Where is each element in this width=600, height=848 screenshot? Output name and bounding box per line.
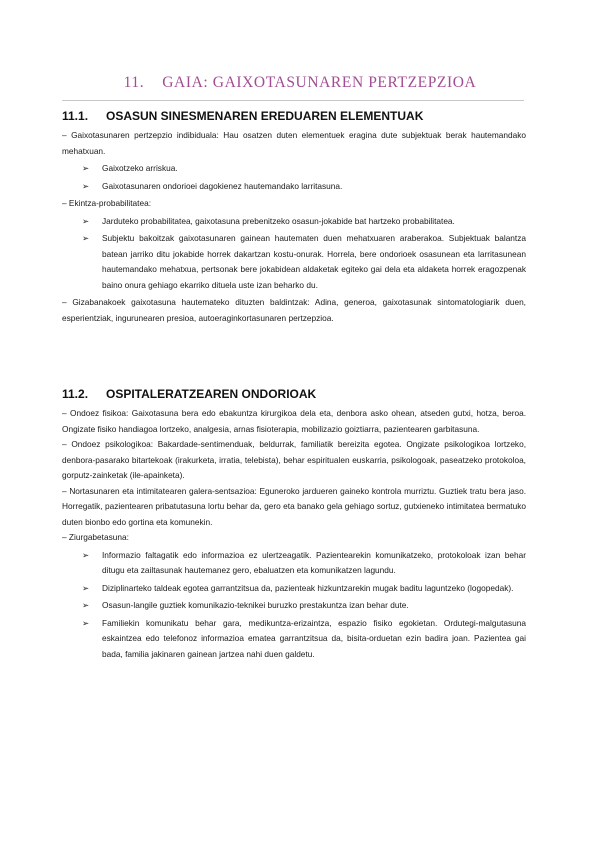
list-item: [62, 548, 526, 579]
paragraph: – Gizabanakoek gaixotasuna hautemateko dituzten baldintzak: Adina, generoa, gaixotasunak sintomatologiarik duen, esperientziak, ingurunearen presioa, autoeraginkortasunaren pertzepzioa.: [62, 297, 526, 323]
list-item-text: Subjektu bakoitzak gaixotasunaren gainean hautematen duen mehatxuaren araberakoa. Subjektuak balantza batean jarriko ditu jokabide horrek dakartzan kostu-onurak. Horrela, bere ondorioek osasunean eta larritasunean hautemandako mehatxua, pertsonak bere jokabidean aldaketak egiteko gai dela eta aldaketa horrek eragozpenak baino onura gehiago ekarriko dituela uste izan beharko du.: [102, 233, 526, 290]
list-item: [62, 179, 526, 195]
section-body-11-1: [62, 128, 526, 326]
list-item: [62, 161, 526, 177]
list-item-text: Gaixotzeko arriskua.: [102, 163, 178, 173]
arrow-bullet-icon: ➢: [82, 600, 90, 610]
paragraph: – Ziurgabetasuna:: [62, 532, 129, 542]
list-item: [62, 616, 526, 663]
section-number: 11.1.: [62, 109, 89, 123]
list-item: [62, 581, 526, 597]
list-item: [62, 598, 526, 614]
title-divider: [62, 100, 524, 101]
list-item-text: Jarduteko probabilitatea, gaixotasuna prebenitzeko osasun-jokabide bat hartzeko probabilitatea.: [102, 215, 455, 226]
arrow-bullet-icon: ➢: [82, 233, 90, 243]
chapter-number: 11.: [123, 74, 145, 91]
list-item-text: Diziplinarteko taldeak egotea garrantzitsua da, pazienteak hizkuntzarekin mugak baditu laguntzeko (logopedak).: [102, 582, 514, 593]
chapter-title: [0, 74, 600, 92]
paragraph: – Ekintza-probabilitatea:: [62, 198, 152, 208]
chapter-title-text: GAIA: GAIXOTASUNAREN PERTZEPZIOA: [162, 74, 477, 91]
list-item-text: Osasun-langile guztiek komunikazio-teknikei buruzko prestakuntza izan behar dute.: [102, 600, 409, 610]
section-body-11-2: [62, 406, 526, 664]
paragraph: – Ondoez psikologikoa: Bakardade-sentimenduak, beldurrak, familiatik bereizita egotea. Ongizate psikologikoa lortzeko, denbora-pasarako bitartekoak (irakurketa, irratia, telebista), behar espiritualen euskarria, psikologoak, paseatzeko protokoloa, gorputz-zainketak (ile-apainketa).: [62, 439, 526, 480]
list-item-text: Familiekin komunikatu behar gara, medikuntza-erizaintza, espazio fisiko egokietan. Ordutegi-malgutasuna eskaintzea edo telefonoz informazioa ematea garrantzitsua da, bisita-orduetan ezin badira joan. Pazientea gai bada, familia jakinaren gainean jartzea nahi duen galdetu.: [102, 617, 526, 659]
section-number: 11.2.: [62, 387, 89, 401]
paragraph: – Ondoez fisikoa: Gaixotasuna bera edo ebakuntza kirurgikoa dela eta, denbora asko ohean, atseden gutxi, hotza, beroa. Ongizate fisiko handiagoa lortzeko, analgesia, arnas fisioterapia, mobilizazio goiztiarra, pazientearen garbitasuna.: [62, 408, 526, 434]
list-item: [62, 231, 526, 293]
list-item-text: Gaixotasunaren ondorioei dagokienez hautemandako larritasuna.: [102, 180, 343, 191]
arrow-bullet-icon: ➢: [82, 549, 90, 560]
paragraph: – Nortasunaren eta intimitatearen galera-sentsazioa: Eguneroko jardueren gaineko kontrola murriztu. Guztiek tratu bera jaso. Horregatik, pazientearen pribatutasuna lortu behar da, gero eta banako gela gehiago sortuz, gutxieneko intimitatea bermatuko duten bionbo edo gortina eta komunekin.: [62, 485, 526, 527]
arrow-bullet-icon: ➢: [82, 617, 90, 628]
section-heading-11-2: [62, 387, 316, 401]
paragraph: – Gaixotasunaren pertzepzio indibiduala: Hau osatzen duten elementuek eragina dute subjektuak berak hautemandako mehatxuan.: [62, 130, 526, 156]
section-title: OSASUN SINESMENAREN EREDUAREN ELEMENTUAK: [106, 109, 424, 123]
section-heading-11-1: [62, 109, 423, 123]
arrow-bullet-icon: ➢: [82, 180, 90, 191]
arrow-bullet-icon: ➢: [82, 163, 90, 173]
arrow-bullet-icon: ➢: [82, 582, 90, 593]
arrow-bullet-icon: ➢: [82, 215, 90, 226]
section-title: OSPITALERATZEAREN ONDORIOAK: [106, 387, 317, 401]
list-item: [62, 214, 526, 230]
list-item-text: Informazio faltagatik edo informazioa ez ulertzeagatik. Pazientearekin komunikatzeko, protokoloak izan behar ditugu eta zailtasunak hautemanez gero, ebaluatzen eta komunikatzen lagundu.: [102, 549, 526, 575]
